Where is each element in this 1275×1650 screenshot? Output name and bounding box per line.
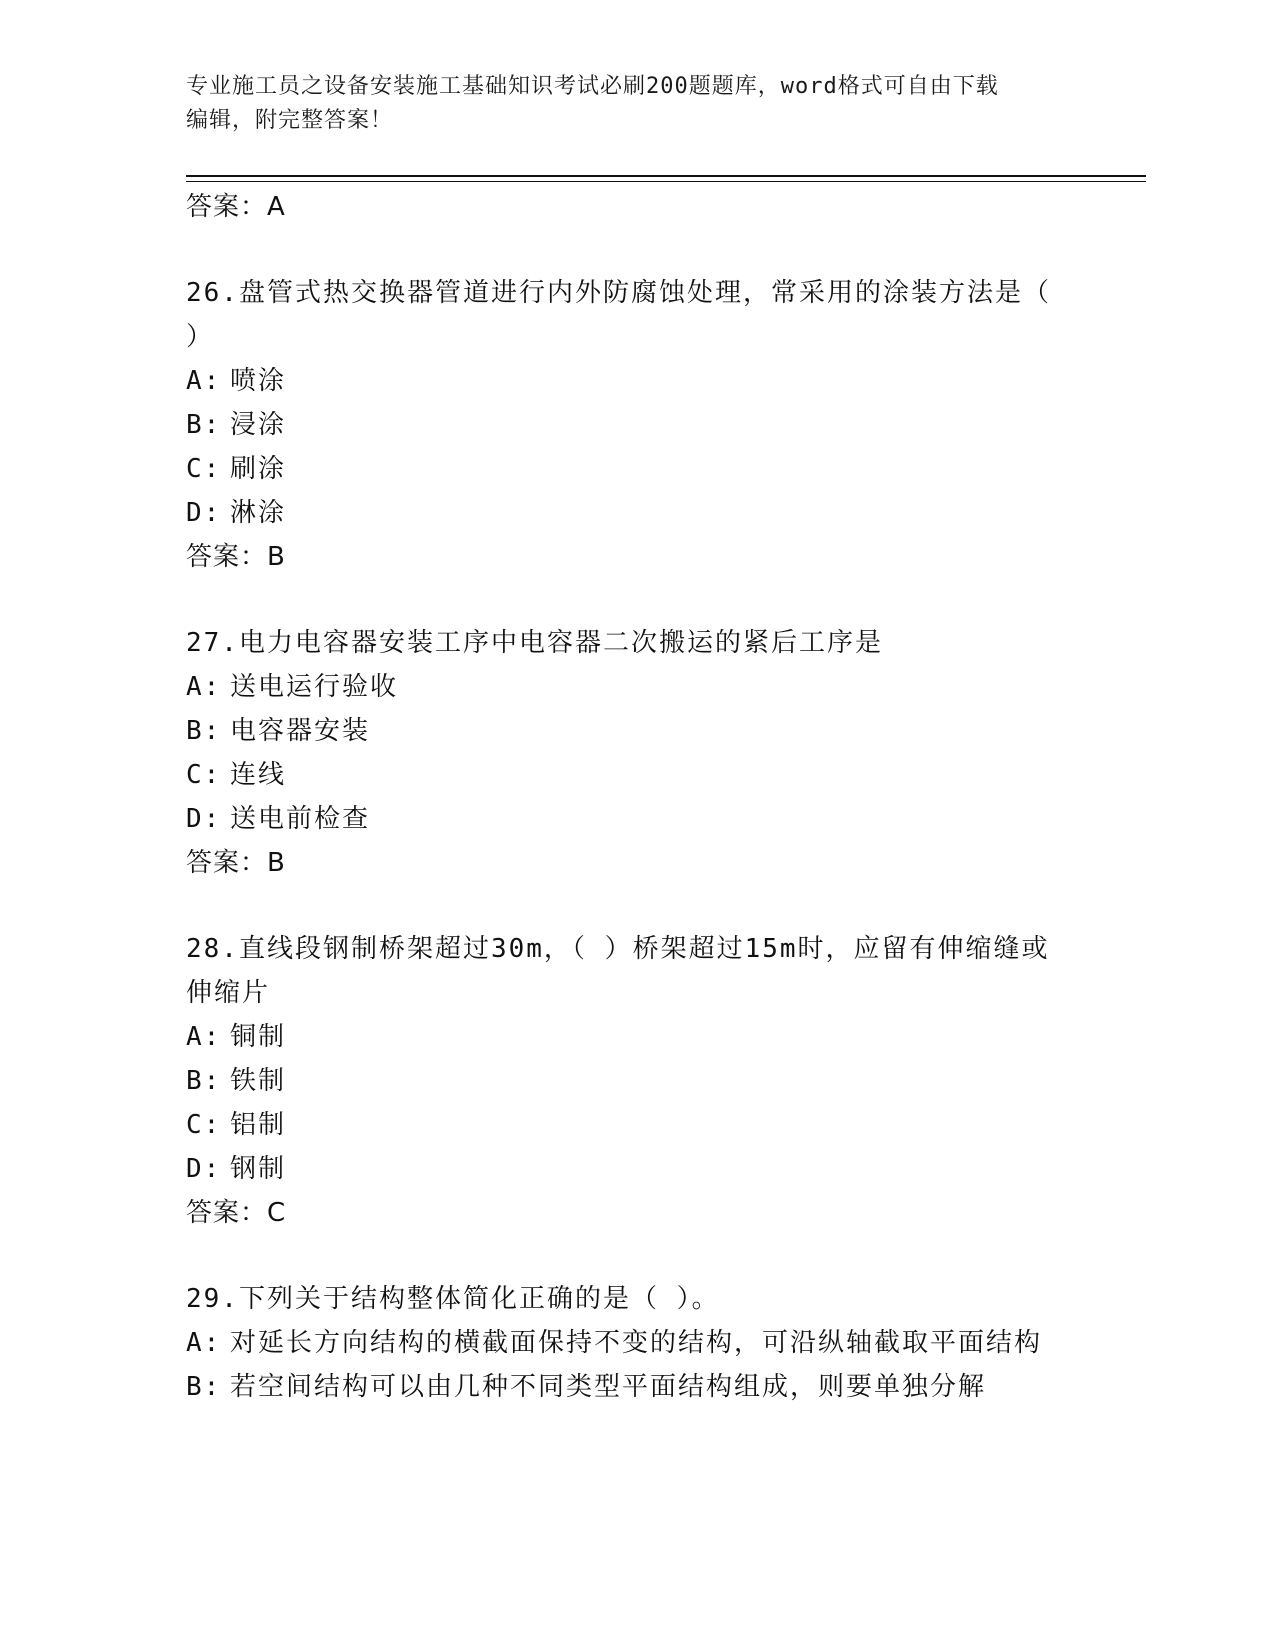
option-text: 喷涂 [230,366,287,396]
option-key: C: [186,760,222,790]
option-text: 送电前检查 [230,804,371,834]
question-28-option-c [186,1108,286,1142]
question-29-option-a [186,1326,1042,1360]
option-key: B: [186,1066,222,1096]
question-27-option-c [186,758,286,792]
header-line-2: 编辑，附完整答案！ [186,108,394,133]
option-key: C: [186,1110,222,1140]
question-28-option-d [186,1152,286,1186]
question-27-option-b [186,714,370,748]
question-27-option-d [186,802,370,836]
option-text: 淋涂 [230,498,287,528]
header-divider-thick [186,175,1146,177]
option-key: D: [186,1154,222,1184]
option-text: 铝制 [230,1110,287,1140]
option-text: 连线 [230,760,287,790]
option-text: 送电运行验收 [230,672,399,702]
option-text: 浸涂 [230,410,287,440]
option-key: B: [186,716,222,746]
option-key: A: [186,1328,222,1358]
option-key: D: [186,498,222,528]
question-29-text-line1: 29.下列关于结构整体简化正确的是（ ）。 [186,1284,720,1314]
question-27-answer: 答案：B [186,848,286,878]
question-26-answer: 答案：B [186,542,286,572]
question-28-option-b [186,1064,286,1098]
option-key: A: [186,1022,222,1052]
option-text: 钢制 [230,1154,287,1184]
option-text: 铜制 [230,1022,287,1052]
option-text: 刷涂 [230,454,287,484]
question-26-option-c [186,452,286,486]
question-28-option-a [186,1020,286,1054]
option-text: 电容器安装 [230,716,371,746]
question-26-option-a [186,364,286,398]
document-header [186,70,1066,138]
option-key: D: [186,804,222,834]
question-26-text-line1: 26.盘管式热交换器管道进行内外防腐蚀处理，常采用的涂装方法是（ [186,278,1051,308]
header-divider-thin [186,181,1146,182]
question-26-option-b [186,408,286,442]
header-line-1: 专业施工员之设备安装施工基础知识考试必刷200题题库，word格式可自由下载 [186,74,999,99]
question-29-option-b [186,1370,986,1404]
option-key: C: [186,454,222,484]
question-28-text-line1: 28.直线段钢制桥架超过30m，（ ）桥架超过15m时，应留有伸缩缝或 [186,934,1050,964]
option-key: A: [186,672,222,702]
question-27-option-a [186,670,398,704]
option-text: 铁制 [230,1066,287,1096]
option-key: B: [186,410,222,440]
question-26-option-d [186,496,286,530]
option-key: B: [186,1372,222,1402]
question-28-answer: 答案：C [186,1198,287,1228]
prev-answer: 答案：A [186,192,286,222]
question-27-text-line1: 27.电力电容器安装工序中电容器二次搬运的紧后工序是 [186,628,883,658]
question-28-text-line2: 伸缩片 [186,978,271,1008]
option-key: A: [186,366,222,396]
question-26-text-line2: ） [186,322,215,352]
option-text: 对延长方向结构的横截面保持不变的结构，可沿纵轴截取平面结构 [230,1328,1043,1358]
option-text: 若空间结构可以由几种不同类型平面结构组成，则要单独分解 [230,1372,987,1402]
